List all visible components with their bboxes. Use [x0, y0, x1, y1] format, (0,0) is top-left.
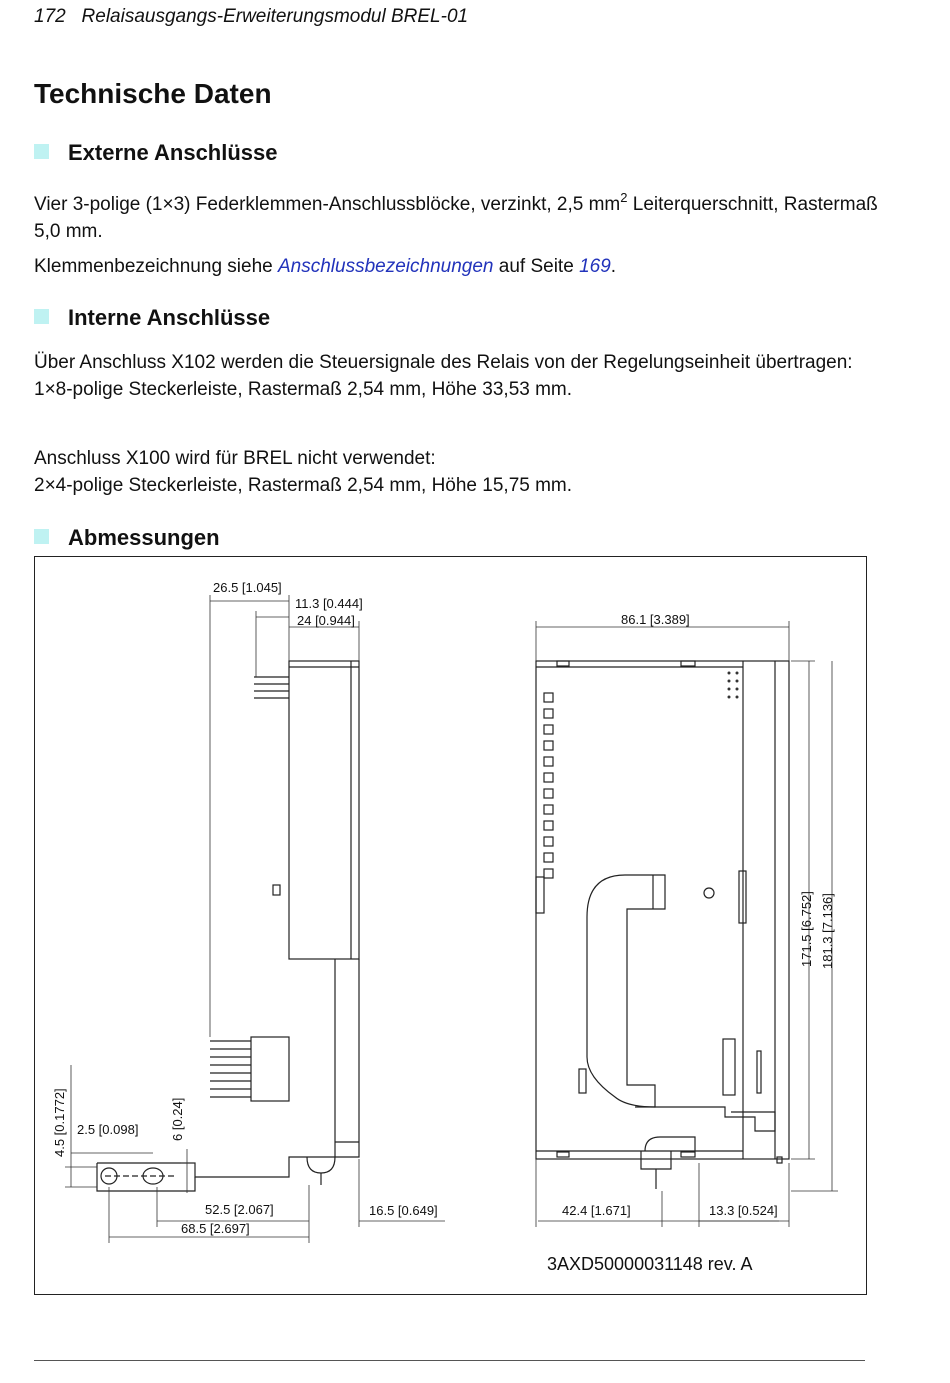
running-title: Relaisausgangs-Erweiterungsmodul BREL-01 — [81, 6, 469, 27]
paragraph-external-1 — [34, 184, 894, 245]
vent-dots — [728, 672, 739, 699]
dim-label-2-5: 2.5 [0.098] — [77, 1122, 139, 1137]
paragraph-external-2 — [34, 253, 894, 280]
dim-label-24: 24 [0.944] — [297, 613, 355, 628]
running-header — [34, 6, 468, 28]
text: . — [610, 256, 617, 277]
section-heading-dimensions — [34, 525, 220, 551]
text: Vier 3-polige (1×3) Federklemmen-Anschlussblöcke, verzinkt, 2,5 mm — [34, 194, 621, 215]
page-title: Technische Daten — [34, 78, 272, 109]
heading-text: Interne Anschlüsse — [68, 305, 271, 330]
dim-label-4-5: 4.5 [0.1772] — [52, 1088, 67, 1157]
dim-label-42-4: 42.4 [1.671] — [562, 1203, 631, 1218]
text: Über Anschluss X102 werden die Steuersignale des Relais von der Regelungseinheit übertragen: — [34, 352, 853, 373]
text: Anschluss X100 wird für BREL nicht verwendet: — [34, 448, 436, 469]
section-heading-internal — [34, 305, 270, 331]
drawing-document-number: 3AXD50000031148 rev. A — [547, 1254, 753, 1274]
paragraph-internal-1 — [34, 349, 874, 403]
paragraph-internal-2 — [34, 445, 894, 499]
square-bullet-icon — [34, 144, 49, 159]
dim-label-181-3: 181.3 [7.136] — [820, 893, 835, 969]
square-bullet-icon — [34, 309, 49, 324]
text: auf Seite — [493, 256, 580, 277]
text: 2×4-polige Steckerleiste, Rastermaß 2,54 mm, Höhe 15,75 mm. — [34, 475, 573, 496]
heading-text: Externe Anschlüsse — [68, 140, 278, 165]
dimension-drawing — [35, 557, 866, 1294]
front-view-drawing — [536, 661, 789, 1189]
cross-reference-link[interactable]: Anschlussbezeichnungen — [278, 256, 494, 277]
dimension-lines — [65, 595, 838, 1243]
heading-text: Abmessungen — [68, 525, 220, 550]
section-heading-external — [34, 140, 278, 166]
page-number: 172 — [34, 6, 66, 27]
dim-label-6: 6 [0.24] — [170, 1097, 185, 1141]
dim-label-68-5: 68.5 [2.697] — [181, 1221, 250, 1236]
text: 1×8-polige Steckerleiste, Rastermaß 2,54 mm, Höhe 33,53 mm. — [34, 379, 573, 400]
footer-divider — [34, 1360, 865, 1361]
dimension-drawing-frame — [34, 556, 867, 1295]
text: Klemmenbezeichnung siehe — [34, 256, 278, 277]
dim-label-86-1: 86.1 [3.389] — [621, 612, 690, 627]
dimension-labels — [52, 580, 835, 1236]
dim-label-13-3: 13.3 [0.524] — [709, 1203, 778, 1218]
page-reference-link[interactable]: 169 — [579, 256, 611, 277]
dim-label-52-5: 52.5 [2.067] — [205, 1202, 274, 1217]
square-bullet-icon — [34, 529, 49, 544]
dim-label-11-3: 11.3 [0.444] — [295, 596, 363, 611]
dim-label-26-5: 26.5 [1.045] — [213, 580, 282, 595]
dim-label-16-5: 16.5 [0.649] — [369, 1203, 438, 1218]
text: Leiterquerschnitt, Rastermaß 5,0 mm. — [34, 194, 878, 242]
dim-label-171-5: 171.5 [6.752] — [799, 891, 814, 967]
side-view-drawing — [97, 661, 359, 1191]
superscript: 2 — [620, 190, 628, 205]
